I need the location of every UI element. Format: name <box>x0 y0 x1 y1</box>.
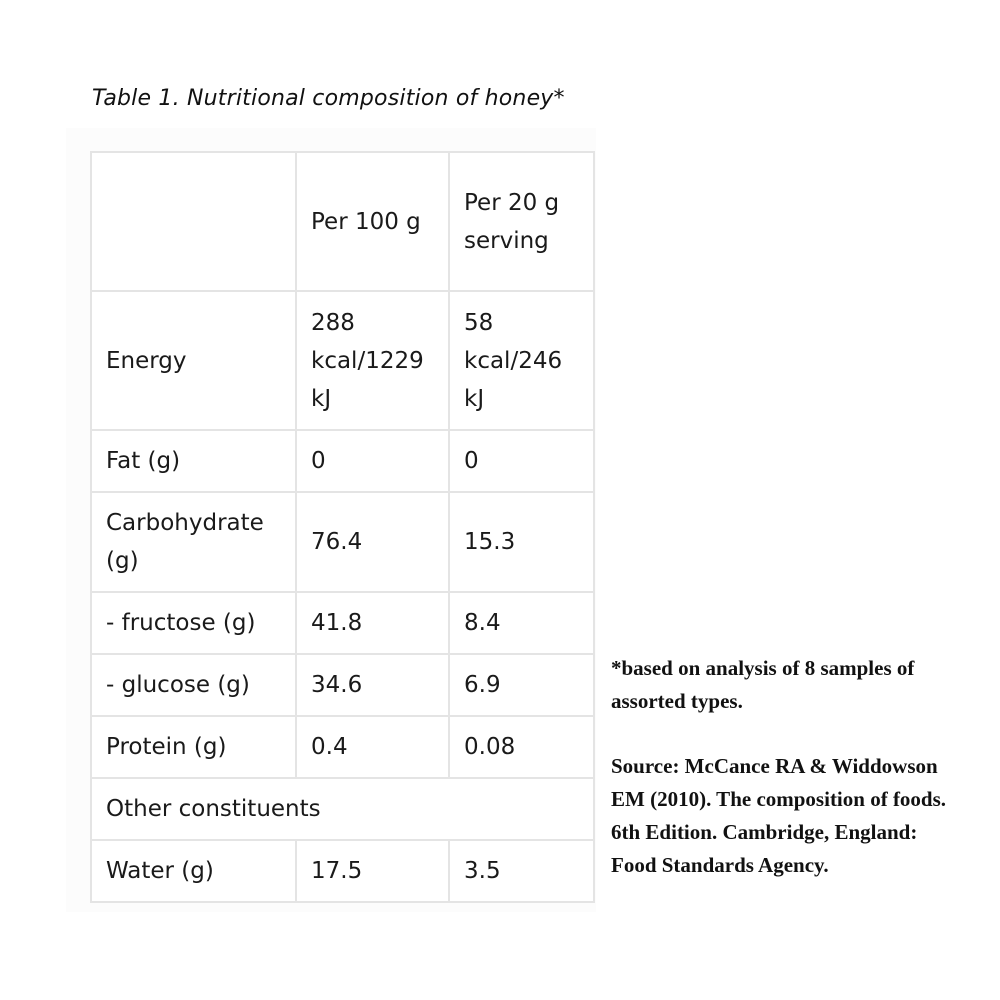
row-label: Fat (g) <box>91 430 296 492</box>
cell-per-20g: 0.08 <box>449 716 594 778</box>
cell-per-100g: 41.8 <box>296 592 449 654</box>
header-cell-per-100g: Per 100 g <box>296 152 449 291</box>
cell-per-20g: 8.4 <box>449 592 594 654</box>
cell-per-100g: 0.4 <box>296 716 449 778</box>
section-label: Other constituents <box>91 778 594 840</box>
cell-per-100g: 76.4 <box>296 492 449 592</box>
table-row-water <box>91 840 594 902</box>
header-cell-empty <box>91 152 296 291</box>
row-label: Energy <box>91 291 296 430</box>
cell-per-100g: 0 <box>296 430 449 492</box>
table-row-fructose <box>91 592 594 654</box>
row-label: Water (g) <box>91 840 296 902</box>
cell-per-20g: 58 kcal/246 kJ <box>449 291 594 430</box>
source-citation: Source: McCance RA & Widdowson EM (2010). The composition of foods. 6th Edition. Cambridge, England: Food Standards Agency. <box>611 754 947 877</box>
row-label: Carbohydrate (g) <box>91 492 296 592</box>
cell-per-20g: 6.9 <box>449 654 594 716</box>
cell-per-100g: 34.6 <box>296 654 449 716</box>
row-label: - fructose (g) <box>91 592 296 654</box>
table-row-protein <box>91 716 594 778</box>
cell-per-100g: 17.5 <box>296 840 449 902</box>
nutrition-table <box>90 151 595 903</box>
table-row-fat <box>91 430 594 492</box>
cell-per-20g: 15.3 <box>449 492 594 592</box>
table-row-carbohydrate <box>91 492 594 592</box>
footnote: *based on analysis of 8 samples of assorted types. <box>611 656 915 713</box>
row-label: Protein (g) <box>91 716 296 778</box>
notes-panel <box>611 652 961 882</box>
table-row-energy <box>91 291 594 430</box>
table-caption: Table 1. Nutritional composition of honey* <box>92 86 565 111</box>
row-label: - glucose (g) <box>91 654 296 716</box>
cell-per-100g: 288 kcal/1229 kJ <box>296 291 449 430</box>
header-cell-per-20g-serving: Per 20 g serving <box>449 152 594 291</box>
table-section-row-other-constituents <box>91 778 594 840</box>
table-header-row <box>91 152 594 291</box>
table-row-glucose <box>91 654 594 716</box>
cell-per-20g: 0 <box>449 430 594 492</box>
cell-per-20g: 3.5 <box>449 840 594 902</box>
